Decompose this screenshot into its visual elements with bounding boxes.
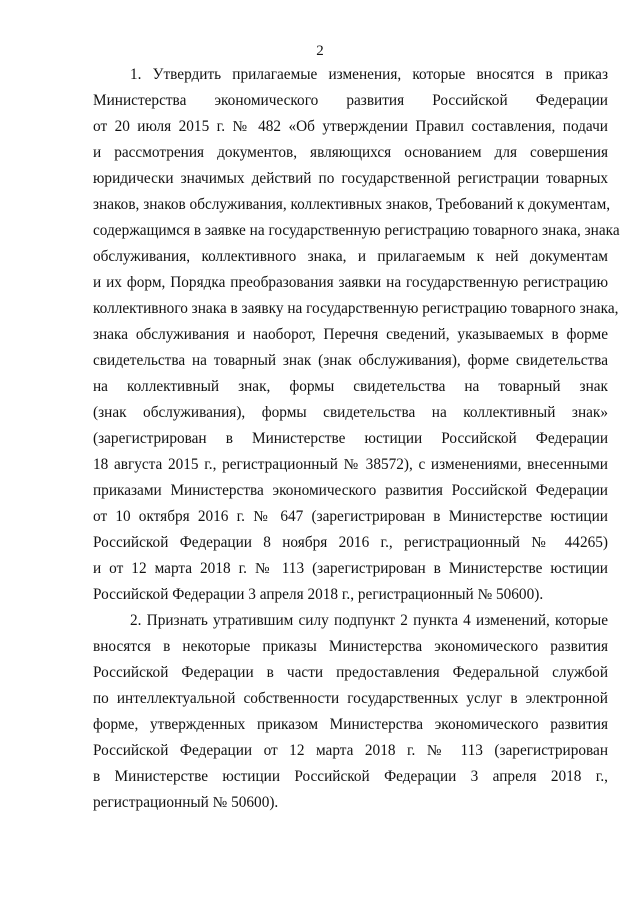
text-line: (знак обслуживания), формы свидетельства на коллективный знак» (93, 404, 608, 421)
text-line: Российской Федерации в части предоставления Федеральной службой (93, 664, 608, 681)
text-line: 1. Утвердить прилагаемые изменения, которые вносятся в приказ (130, 66, 608, 83)
text-line: коллективного знака в заявку на государственную регистрацию товарного знака, (93, 300, 619, 317)
text-line: и их форм, Порядка преобразования заявки на государственную регистрацию (93, 274, 608, 291)
text-line: Российской Федерации 8 ноября 2016 г., регистрационный № 44265) (93, 534, 608, 551)
text-line: регистрационный № 50600). (93, 794, 279, 811)
text-line: в Министерстве юстиции Российской Федерации 3 апреля 2018 г., (93, 768, 608, 785)
text-line: свидетельства на товарный знак (знак обслуживания), форме свидетельства (93, 352, 608, 369)
text-line: от 10 октября 2016 г. № 647 (зарегистрирован в Министерстве юстиции (93, 508, 608, 525)
text-line: 2. Признать утратившим силу подпункт 2 пункта 4 изменений, которые (130, 612, 608, 629)
text-line: Министерства экономического развития Российской Федерации (93, 92, 608, 109)
text-line: 18 августа 2015 г., регистрационный № 38572), с изменениями, внесенными (93, 456, 608, 473)
text-line: содержащимся в заявке на государственную регистрацию товарного знака, знака (93, 222, 620, 239)
text-line: (зарегистрирован в Министерстве юстиции Российской Федерации (93, 430, 608, 447)
text-line: и от 12 марта 2018 г. № 113 (зарегистрирован в Министерстве юстиции (93, 560, 608, 577)
text-line: Российской Федерации от 12 марта 2018 г. № 113 (зарегистрирован (93, 742, 608, 759)
text-line: вносятся в некоторые приказы Министерства экономического развития (93, 638, 608, 655)
text-line: на коллективный знак, формы свидетельства на товарный знак (93, 378, 608, 395)
text-line: приказами Министерства экономического развития Российской Федерации (93, 482, 608, 499)
text-line: и рассмотрения документов, являющихся основанием для совершения (93, 144, 608, 161)
page-number: 2 (316, 43, 324, 59)
text-line: знаков, знаков обслуживания, коллективных знаков, Требований к документам, (93, 196, 611, 213)
text-line: форме, утвержденных приказом Министерства экономического развития (93, 716, 608, 733)
text-line: обслуживания, коллективного знака, и прилагаемым к ней документам (93, 248, 608, 265)
text-line: от 20 июля 2015 г. № 482 «Об утверждении Правил составления, подачи (93, 118, 608, 135)
text-line: знака обслуживания и наоборот, Перечня сведений, указываемых в форме (93, 326, 608, 343)
text-line: юридически значимых действий по государственной регистрации товарных (93, 170, 608, 187)
text-line: Российской Федерации 3 апреля 2018 г., регистрационный № 50600). (93, 586, 544, 603)
text-line: по интеллектуальной собственности государственных услуг в электронной (93, 690, 608, 707)
